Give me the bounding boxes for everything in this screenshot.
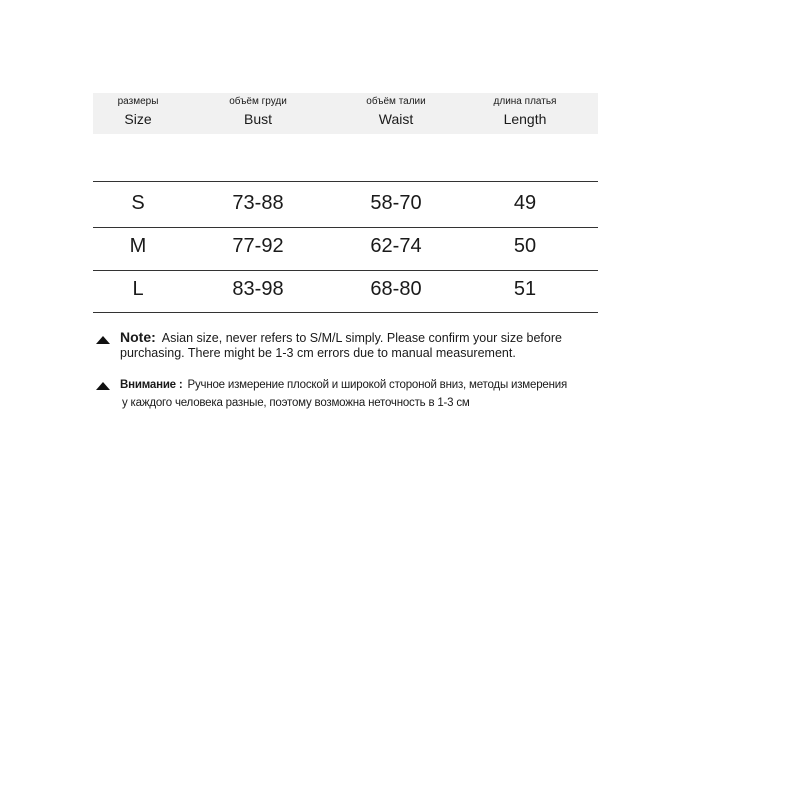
triangle-up-icon <box>96 382 110 390</box>
header-bust-ru: объём груди <box>229 96 287 107</box>
table-row <box>93 181 598 223</box>
table-header <box>93 93 598 134</box>
header-size-en: Size <box>124 111 152 127</box>
header-waist-en: Waist <box>378 111 414 127</box>
header-length-ru: длина платья <box>493 96 557 107</box>
note-text-line2: purchasing. There might be 1-3 cm errors due to manual measurement. <box>120 346 516 360</box>
header-length <box>465 93 585 128</box>
cell-bust: 73-88 <box>232 192 284 214</box>
table-divider <box>93 312 598 313</box>
cell-length: 50 <box>513 235 537 257</box>
cell-bust: 83-98 <box>232 278 284 300</box>
header-length-en: Length <box>503 111 547 127</box>
cell-size: L <box>132 278 144 300</box>
cell-size: M <box>129 235 147 257</box>
triangle-up-icon <box>96 336 110 344</box>
header-bust-en: Bust <box>243 111 272 127</box>
table-row <box>93 224 598 266</box>
header-size-ru: размеры <box>117 96 159 107</box>
header-waist-ru: объём талии <box>366 96 426 107</box>
ru-note-line1: Ручное измерение плоской и широкой стороной вниз, методы измерения <box>187 379 567 391</box>
cell-waist: 68-80 <box>370 278 422 300</box>
header-bust <box>198 93 318 128</box>
cell-length: 51 <box>513 278 537 300</box>
cell-size: S <box>131 192 145 214</box>
cell-length: 49 <box>513 192 537 214</box>
cell-waist: 58-70 <box>370 192 422 214</box>
note-label: Note: <box>120 329 156 345</box>
attention-label: Внимание : <box>120 379 183 391</box>
cell-bust: 77-92 <box>232 235 284 257</box>
table-row <box>93 267 598 309</box>
note-text-line1: Asian size, never refers to S/M/L simply. Please confirm your size before <box>161 331 562 345</box>
ru-note-line2: у каждого человека разные, поэтому возможна неточность в 1-3 см <box>122 397 470 409</box>
cell-waist: 62-74 <box>370 235 422 257</box>
header-size <box>78 93 198 128</box>
header-waist <box>336 93 456 128</box>
